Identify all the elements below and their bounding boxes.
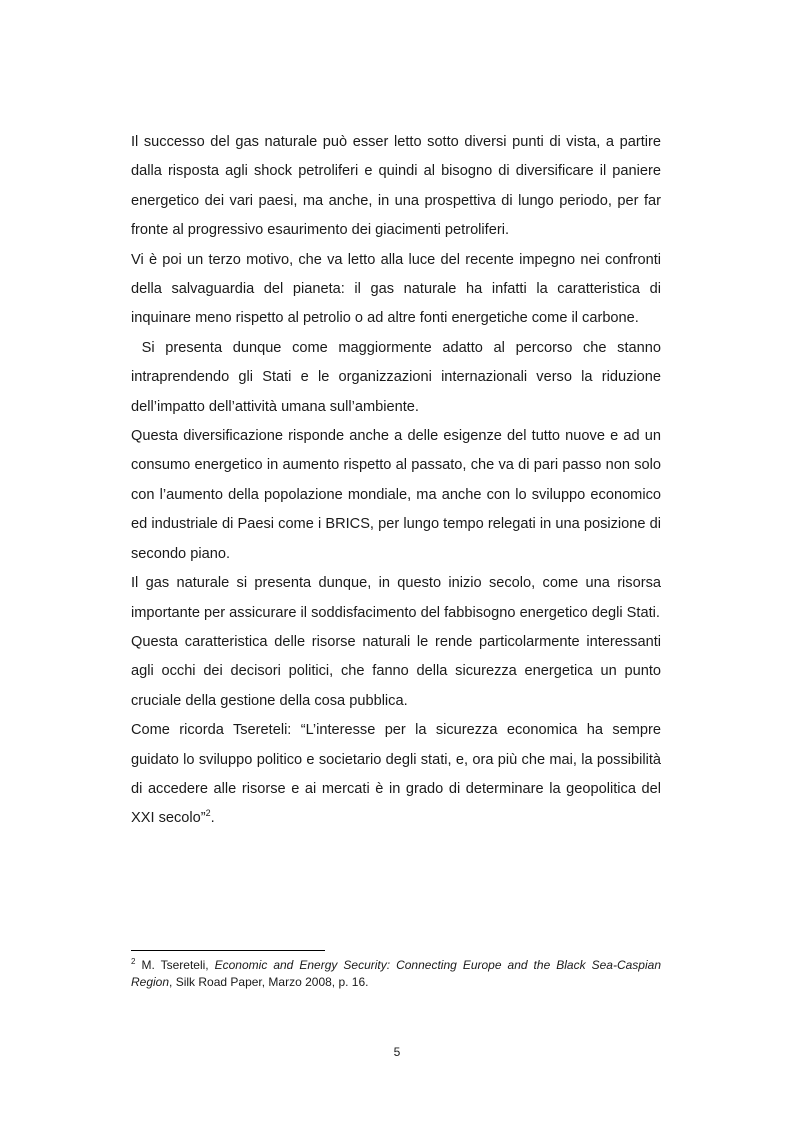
paragraph-2: Vi è poi un terzo motivo, che va letto alla luce del recente impegno nei confronti della salvaguardia del pianeta: il gas naturale ha infatti la caratteristica di inquinare meno rispetto al petrolio o ad altre fonti energetiche come il carbone.	[131, 251, 661, 327]
footnote-separator	[131, 950, 325, 951]
paragraph-5: Il gas naturale si presenta dunque, in questo inizio secolo, come una risorsa importante per assicurare il soddisfacimento del fabbisogno energetico degli Stati.	[131, 575, 661, 621]
paragraph-6: Questa caratteristica delle risorse naturali le rende particolarmente interessanti agli occhi dei decisori politici, che fanno della sicurezza energetica un punto cruciale della gestione della cosa pubblica.	[131, 633, 661, 709]
footnote-title: Economic and Energy Security: Connecting Europe and the Black Sea-Caspian Region	[131, 958, 661, 989]
paragraph-3-text: Si presenta dunque come maggiormente adatto al percorso che stanno intraprendendo gli Stati e le organizzazioni internazionali verso la riduzione dell’impatto dell’attività umana sull’ambiente.	[131, 339, 661, 415]
quote-text: Come ricorda Tsereteli: “L’interesse per la sicurezza economica ha sempre guidato lo sviluppo politico e societario degli stati, e, ora più che mai, la possibilità di accedere alle risorse e ai mercati è in grado di determinare la geopolitica del XXI secolo”	[131, 722, 661, 827]
footnote-rest: , Silk Road Paper, Marzo 2008, p. 16.	[169, 975, 369, 989]
footnote-author: M. Tsereteli,	[135, 958, 215, 972]
page-number: 5	[393, 1045, 401, 1059]
paragraph-1: Il successo del gas naturale può esser letto sotto diversi punti di vista, a partire dalla risposta agli shock petroliferi e quindi al bisogno di diversificare il paniere energetico dei vari paesi, ma anche, in una prospettiva di lungo periodo, per far fronte al progressivo esaurimento dei giacimenti petroliferi.	[131, 134, 661, 239]
body-text	[131, 128, 661, 834]
quote-end: .	[210, 810, 215, 827]
footnote-reference[interactable]: 2	[205, 808, 211, 819]
paragraph-4: Questa diversificazione risponde anche a delle esigenze del tutto nuove e ad un consumo energetico in aumento rispetto al passato, che va di pari passo non solo con l’aumento della popolazione mondiale, ma anche con lo sviluppo economico ed industriale di Paesi come i BRICS, per lungo tempo relegati in una posizione di secondo piano.	[131, 428, 661, 562]
footnote-number: 2	[131, 957, 136, 966]
paragraph-3	[131, 334, 661, 422]
paragraph-quote	[131, 716, 661, 834]
footnote	[131, 957, 661, 991]
